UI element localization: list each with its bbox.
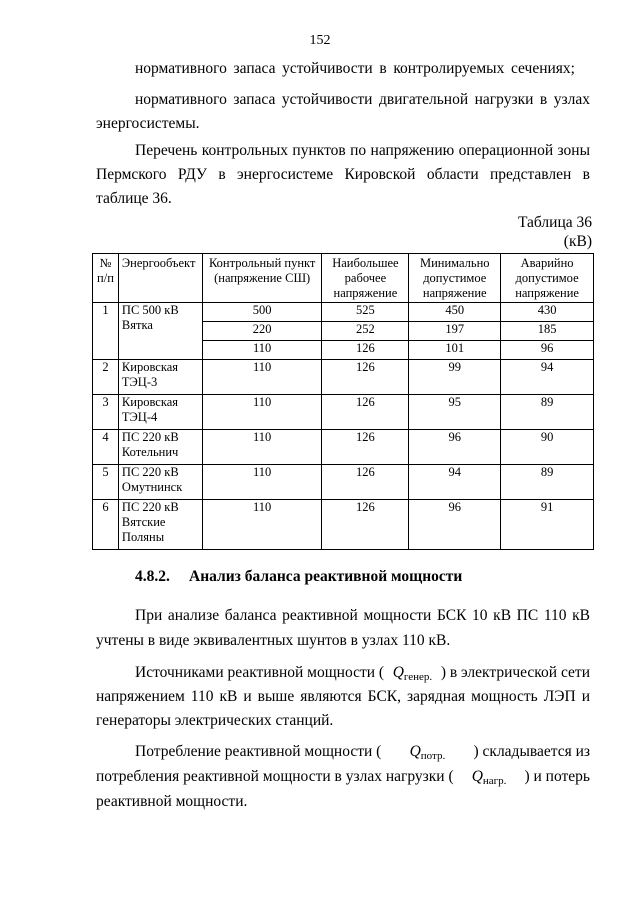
table-header-row — [93, 254, 594, 303]
cell: 91 — [501, 500, 594, 550]
para3-line-3: реактивной мощности. — [96, 793, 248, 810]
para1-line-2: учтены в виде эквивалентных шунтов в узлах 110 кВ. — [96, 632, 451, 649]
intro-line-1: Перечень контрольных пунктов по напряжению операционной зоны — [135, 142, 590, 159]
q-load: $Q_{нагр.}$ — [471, 768, 507, 787]
table-unit: (кВ) — [563, 233, 592, 250]
header-cell: № п/п — [93, 254, 119, 303]
intro-line-2: Пермского РДУ в энергосистеме Кировской области представлен в — [96, 166, 590, 183]
cell: 252 — [322, 322, 409, 341]
row-number: 1 — [93, 303, 119, 360]
cell: 89 — [501, 395, 594, 430]
cell: 500 — [202, 303, 322, 322]
cell: 126 — [322, 360, 409, 395]
table-row — [93, 500, 594, 550]
cell: 126 — [322, 395, 409, 430]
cell: 110 — [202, 395, 322, 430]
para3-line-2-b: ) и потерь — [524, 768, 590, 785]
table-row — [93, 395, 594, 430]
row-object: ПС 220 кВ Вятские Поляны — [118, 500, 202, 550]
top-line-3: энергосистемы. — [96, 115, 200, 132]
intro-line-3: таблице 36. — [96, 190, 172, 207]
cell: 110 — [202, 500, 322, 550]
cell: 110 — [202, 360, 322, 395]
cell: 126 — [322, 500, 409, 550]
cell: 126 — [322, 341, 409, 360]
top-line-2: нормативного запаса устойчивости двигательной нагрузки в узлах — [135, 91, 590, 108]
header-cell: Аварийно допустимое напряжение — [501, 254, 594, 303]
cell: 89 — [501, 465, 594, 500]
cell: 101 — [409, 341, 501, 360]
top-line-1: нормативного запаса устойчивости в контролируемых сечениях; — [135, 60, 575, 77]
cell: 99 — [409, 360, 501, 395]
cell: 525 — [322, 303, 409, 322]
para2-line-3: генераторы электрических станций. — [96, 712, 334, 729]
cell: 96 — [409, 500, 501, 550]
header-cell: Энергообъект — [118, 254, 202, 303]
cell: 126 — [322, 430, 409, 465]
row-object: ПС 500 кВ Вятка — [118, 303, 202, 360]
cell: 96 — [409, 430, 501, 465]
table-row — [93, 430, 594, 465]
table-caption: Таблица 36 — [517, 214, 592, 231]
para3-line-1-a: Потребление реактивной мощности ( — [135, 743, 382, 760]
cell: 110 — [202, 465, 322, 500]
table-row — [93, 465, 594, 500]
q-generation: $Q_{генер.}$ — [392, 664, 433, 683]
para2-line-2: напряжением 110 кВ и выше являются БСК, зарядная мощность ЛЭП и — [96, 688, 590, 705]
header-cell: Минимально допустимое напряжение — [409, 254, 501, 303]
header-cell: Наибольшее рабочее напряжение — [322, 254, 409, 303]
row-number: 6 — [93, 500, 119, 550]
table-row — [93, 303, 594, 322]
cell: 220 — [202, 322, 322, 341]
page-number: 152 — [309, 33, 331, 48]
row-object: Кировская ТЭЦ-4 — [118, 395, 202, 430]
cell: 185 — [501, 322, 594, 341]
cell: 126 — [322, 465, 409, 500]
cell: 450 — [409, 303, 501, 322]
para3-line-1-b: ) складывается из — [473, 743, 590, 760]
row-number: 5 — [93, 465, 119, 500]
section-number: 4.8.2. — [135, 568, 170, 585]
table-row — [93, 360, 594, 395]
data-table — [92, 253, 594, 550]
cell: 90 — [501, 430, 594, 465]
para2-line-1-a: Источниками реактивной мощности ( — [135, 664, 385, 681]
cell: 110 — [202, 341, 322, 360]
para3-line-2-a: потребления реактивной мощности в узлах нагрузки ( — [96, 768, 454, 785]
cell: 197 — [409, 322, 501, 341]
row-number: 2 — [93, 360, 119, 395]
row-object: ПС 220 кВ Котельнич — [118, 430, 202, 465]
para2-line-1-b: ) в электрической сети — [440, 664, 590, 681]
para1-line-1: При анализе баланса реактивной мощности БСК 10 кВ ПС 110 кВ — [135, 607, 590, 624]
cell: 94 — [501, 360, 594, 395]
cell: 95 — [409, 395, 501, 430]
row-number: 4 — [93, 430, 119, 465]
row-number: 3 — [93, 395, 119, 430]
cell: 110 — [202, 430, 322, 465]
q-consumption: $Q_{потр.}$ — [409, 743, 446, 762]
cell: 94 — [409, 465, 501, 500]
cell: 96 — [501, 341, 594, 360]
cell: 430 — [501, 303, 594, 322]
section-title: Анализ баланса реактивной мощности — [189, 568, 463, 585]
header-cell: Контрольный пункт (напряжение СШ) — [202, 254, 322, 303]
row-object: ПС 220 кВ Омутнинск — [118, 465, 202, 500]
row-object: Кировская ТЭЦ-3 — [118, 360, 202, 395]
